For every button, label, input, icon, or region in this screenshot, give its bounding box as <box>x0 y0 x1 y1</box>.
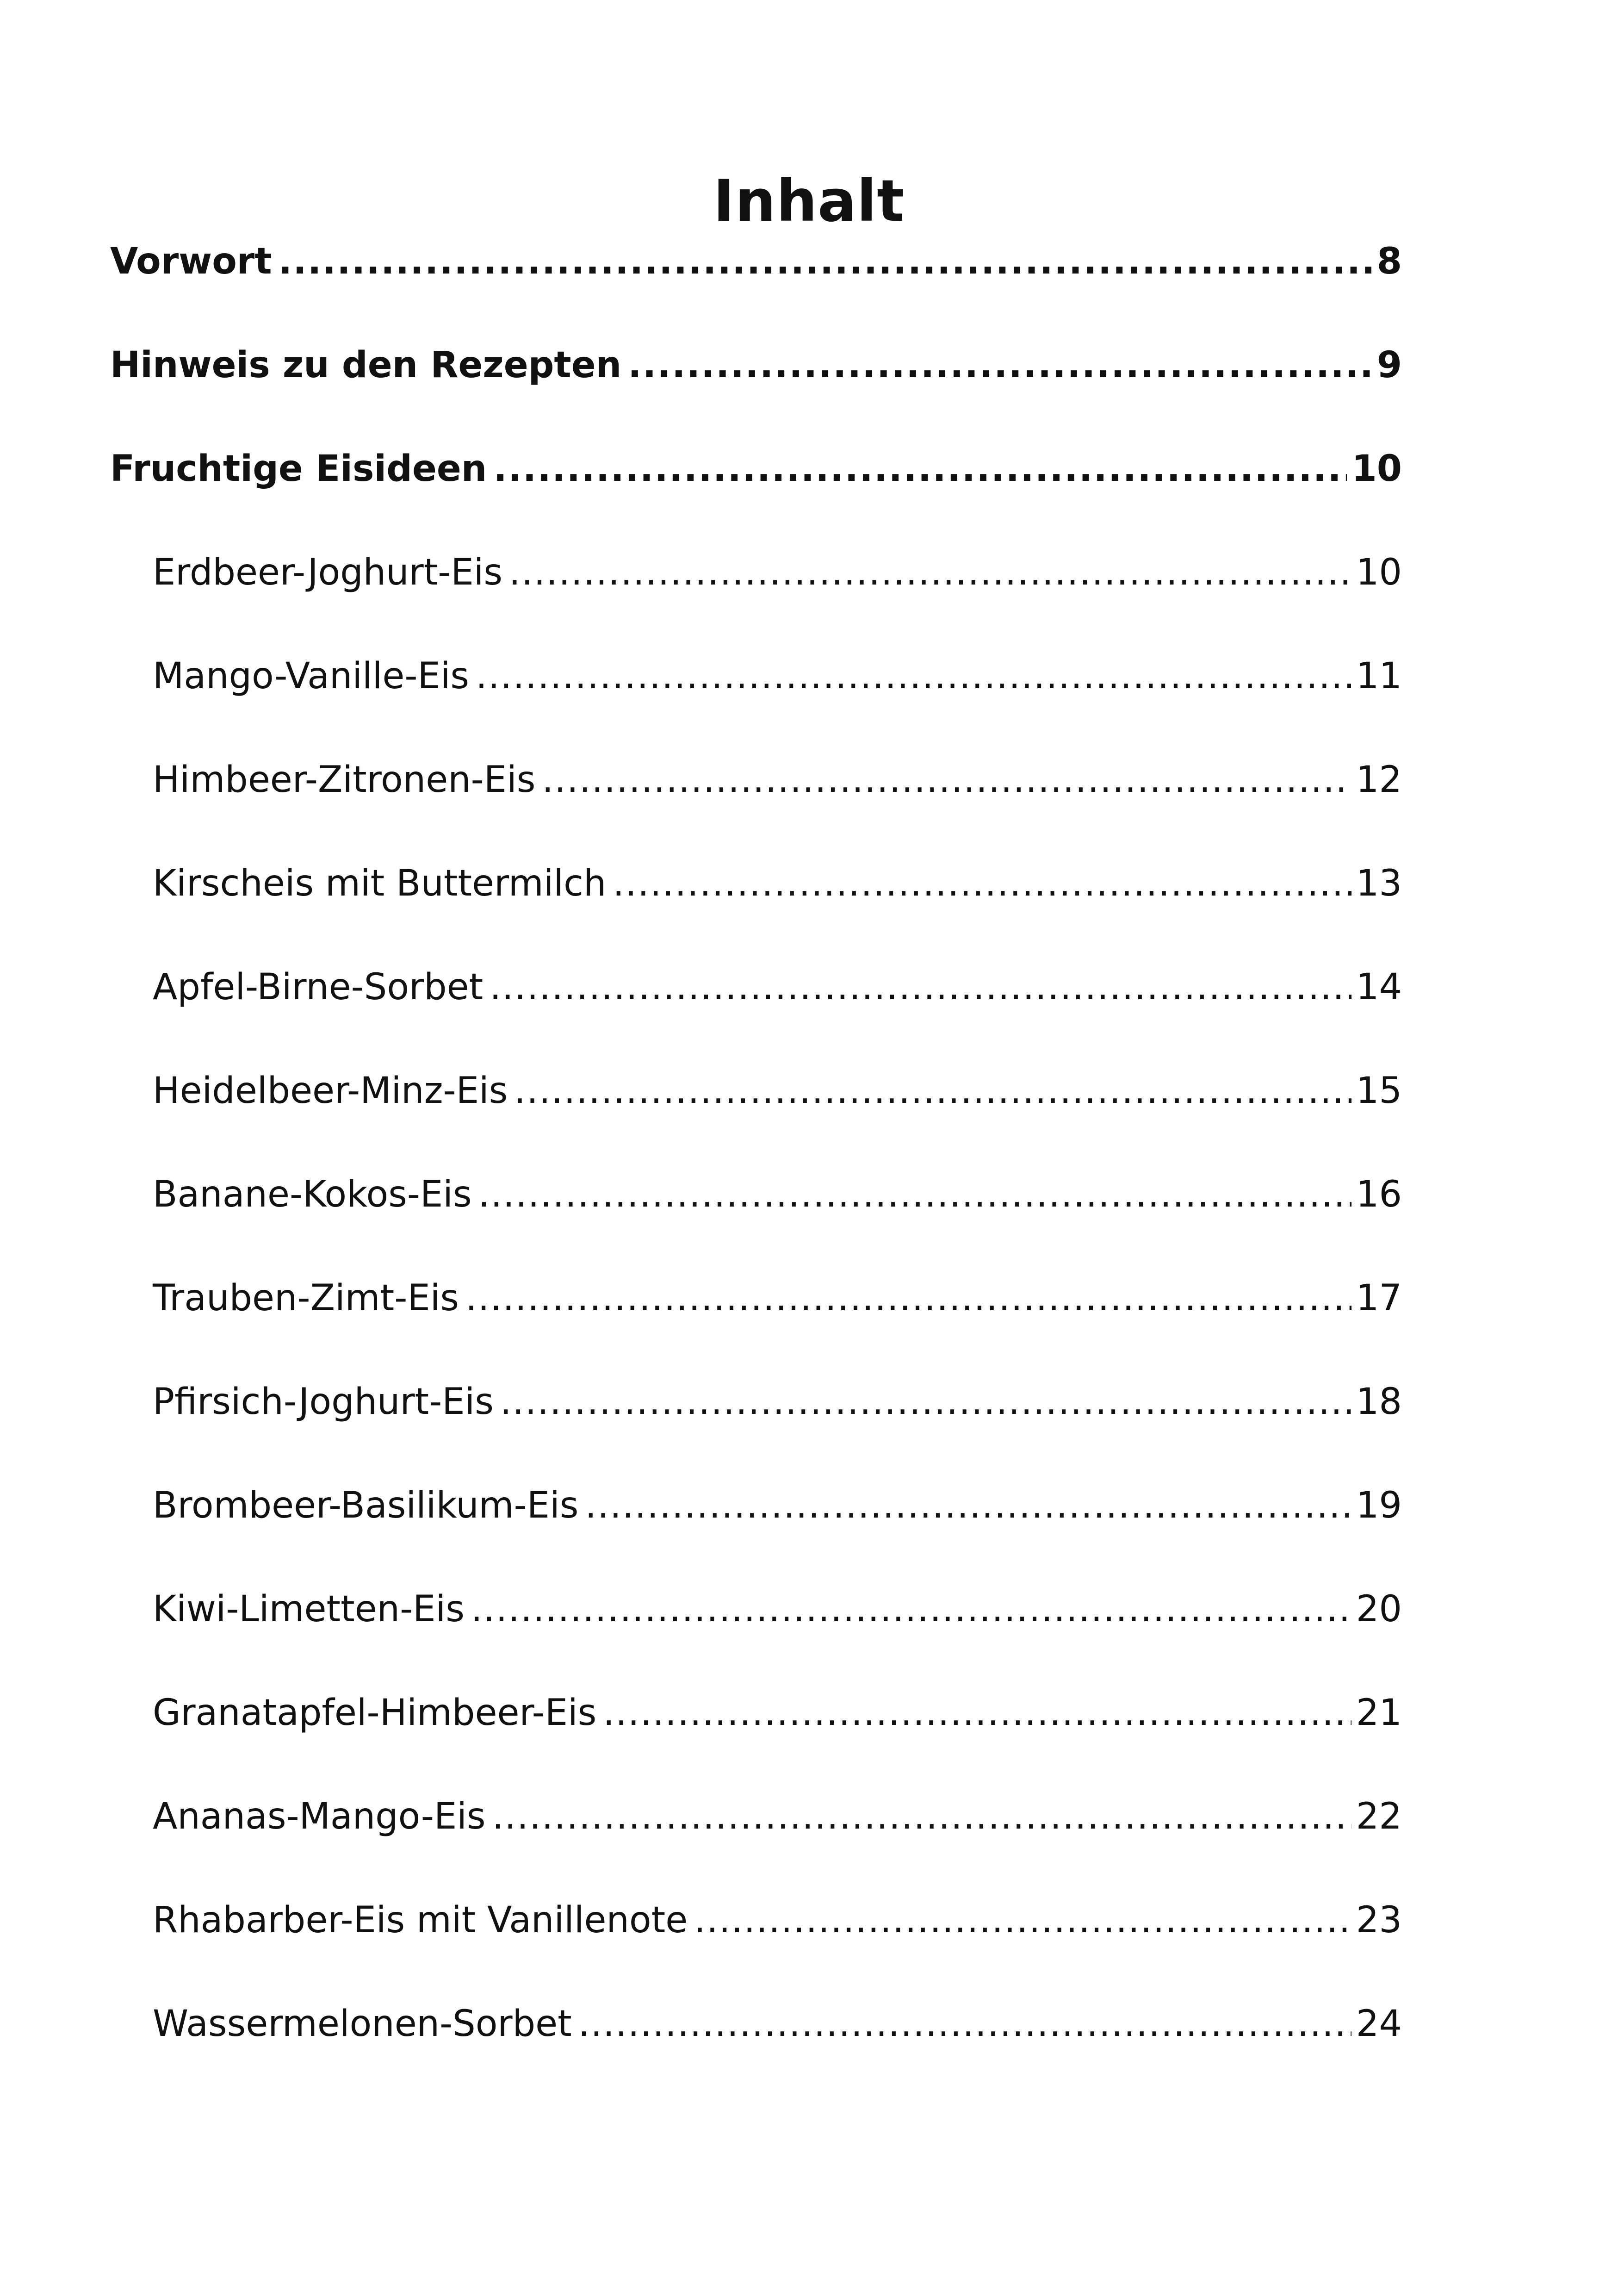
dot-leader <box>492 1789 1351 1844</box>
dot-leader <box>603 1685 1351 1741</box>
dot-leader <box>613 856 1351 911</box>
toc-entry-label: Rhabarber-Eis mit Vanillenote <box>153 1899 688 1941</box>
toc-page-number: 10 <box>1356 552 1402 593</box>
toc-entry-kirscheis[interactable] <box>153 856 1402 911</box>
toc-entry-ananas-mango-eis[interactable] <box>153 1789 1402 1844</box>
toc-entry-kiwi-limetten-eis[interactable] <box>153 1581 1402 1637</box>
toc-entry-fruchtige-eisideen[interactable] <box>110 441 1402 497</box>
toc-entry-label: Apfel-Birne-Sorbet <box>153 966 484 1008</box>
toc-entry-label: Kirscheis mit Buttermilch <box>153 863 607 904</box>
toc-page-number: 9 <box>1376 344 1402 386</box>
dot-leader <box>585 1478 1351 1533</box>
toc-page-number: 14 <box>1356 966 1402 1008</box>
dot-leader <box>500 1374 1351 1430</box>
toc-page-number: 13 <box>1356 863 1402 904</box>
dot-leader <box>509 545 1351 600</box>
toc-entry-erdbeer-joghurt-eis[interactable] <box>153 545 1402 600</box>
toc-entry-label: Hinweis zu den Rezepten <box>110 344 622 386</box>
toc-page-number: 11 <box>1356 655 1402 697</box>
dot-leader <box>628 337 1372 393</box>
toc-page-number: 24 <box>1356 2003 1402 2045</box>
toc-entry-label: Vorwort <box>110 241 272 282</box>
toc-page-number: 20 <box>1356 1588 1402 1630</box>
dot-leader <box>514 1063 1351 1119</box>
toc-entry-mango-vanille-eis[interactable] <box>153 648 1402 704</box>
dot-leader <box>465 1270 1351 1326</box>
toc-page-number: 10 <box>1351 448 1402 490</box>
toc-entry-wassermelonen-sorbet[interactable] <box>153 1996 1402 2052</box>
toc-entry-label: Heidelbeer-Minz-Eis <box>153 1070 508 1112</box>
toc-entry-label: Fruchtige Eisideen <box>110 448 487 490</box>
dot-leader <box>542 752 1351 808</box>
toc-page-number: 22 <box>1356 1796 1402 1837</box>
toc-page-number: 17 <box>1356 1277 1402 1319</box>
toc-page-number: 8 <box>1376 241 1402 282</box>
toc-entry-rhabarber-eis[interactable] <box>153 1892 1402 1948</box>
toc-entry-himbeer-zitronen-eis[interactable] <box>153 752 1402 808</box>
dot-leader <box>279 234 1372 289</box>
toc-entry-label: Brombeer-Basilikum-Eis <box>153 1485 579 1526</box>
toc-page-number: 19 <box>1356 1485 1402 1526</box>
dot-leader <box>578 1996 1351 2052</box>
toc-entry-label: Wassermelonen-Sorbet <box>153 2003 572 2045</box>
dot-leader <box>476 648 1351 704</box>
toc-entry-vorwort[interactable] <box>110 234 1402 289</box>
toc-page-number: 12 <box>1356 759 1402 801</box>
toc-entry-apfel-birne-sorbet[interactable] <box>153 959 1402 1015</box>
toc-entry-trauben-zimt-eis[interactable] <box>153 1270 1402 1326</box>
page-title: Inhalt <box>713 168 905 235</box>
dot-leader <box>478 1167 1351 1222</box>
toc-entry-label: Banane-Kokos-Eis <box>153 1174 472 1215</box>
toc-entry-label: Trauben-Zimt-Eis <box>153 1277 459 1319</box>
toc-page-number: 21 <box>1356 1692 1402 1734</box>
toc-entry-pfirsich-joghurt-eis[interactable] <box>153 1374 1402 1430</box>
toc-entry-hinweis[interactable] <box>110 337 1402 393</box>
toc-entry-label: Granatapfel-Himbeer-Eis <box>153 1692 597 1734</box>
toc-entry-banane-kokos-eis[interactable] <box>153 1167 1402 1222</box>
dot-leader <box>471 1581 1351 1637</box>
toc-entry-granatapfel-himbeer-eis[interactable] <box>153 1685 1402 1741</box>
toc-entry-label: Ananas-Mango-Eis <box>153 1796 486 1837</box>
toc-entry-label: Mango-Vanille-Eis <box>153 655 470 697</box>
toc-entry-brombeer-basilikum-eis[interactable] <box>153 1478 1402 1533</box>
dot-leader <box>490 959 1351 1015</box>
toc-page-number: 15 <box>1356 1070 1402 1112</box>
toc-entry-label: Kiwi-Limetten-Eis <box>153 1588 465 1630</box>
toc-entry-label: Pfirsich-Joghurt-Eis <box>153 1381 494 1423</box>
dot-leader <box>493 441 1347 497</box>
toc-entry-heidelbeer-minz-eis[interactable] <box>153 1063 1402 1119</box>
toc-page-number: 23 <box>1356 1899 1402 1941</box>
toc-page-number: 16 <box>1356 1174 1402 1215</box>
toc-page-number: 18 <box>1356 1381 1402 1423</box>
toc-entry-label: Himbeer-Zitronen-Eis <box>153 759 536 801</box>
toc-entry-label: Erdbeer-Joghurt-Eis <box>153 552 503 593</box>
dot-leader <box>694 1892 1351 1948</box>
